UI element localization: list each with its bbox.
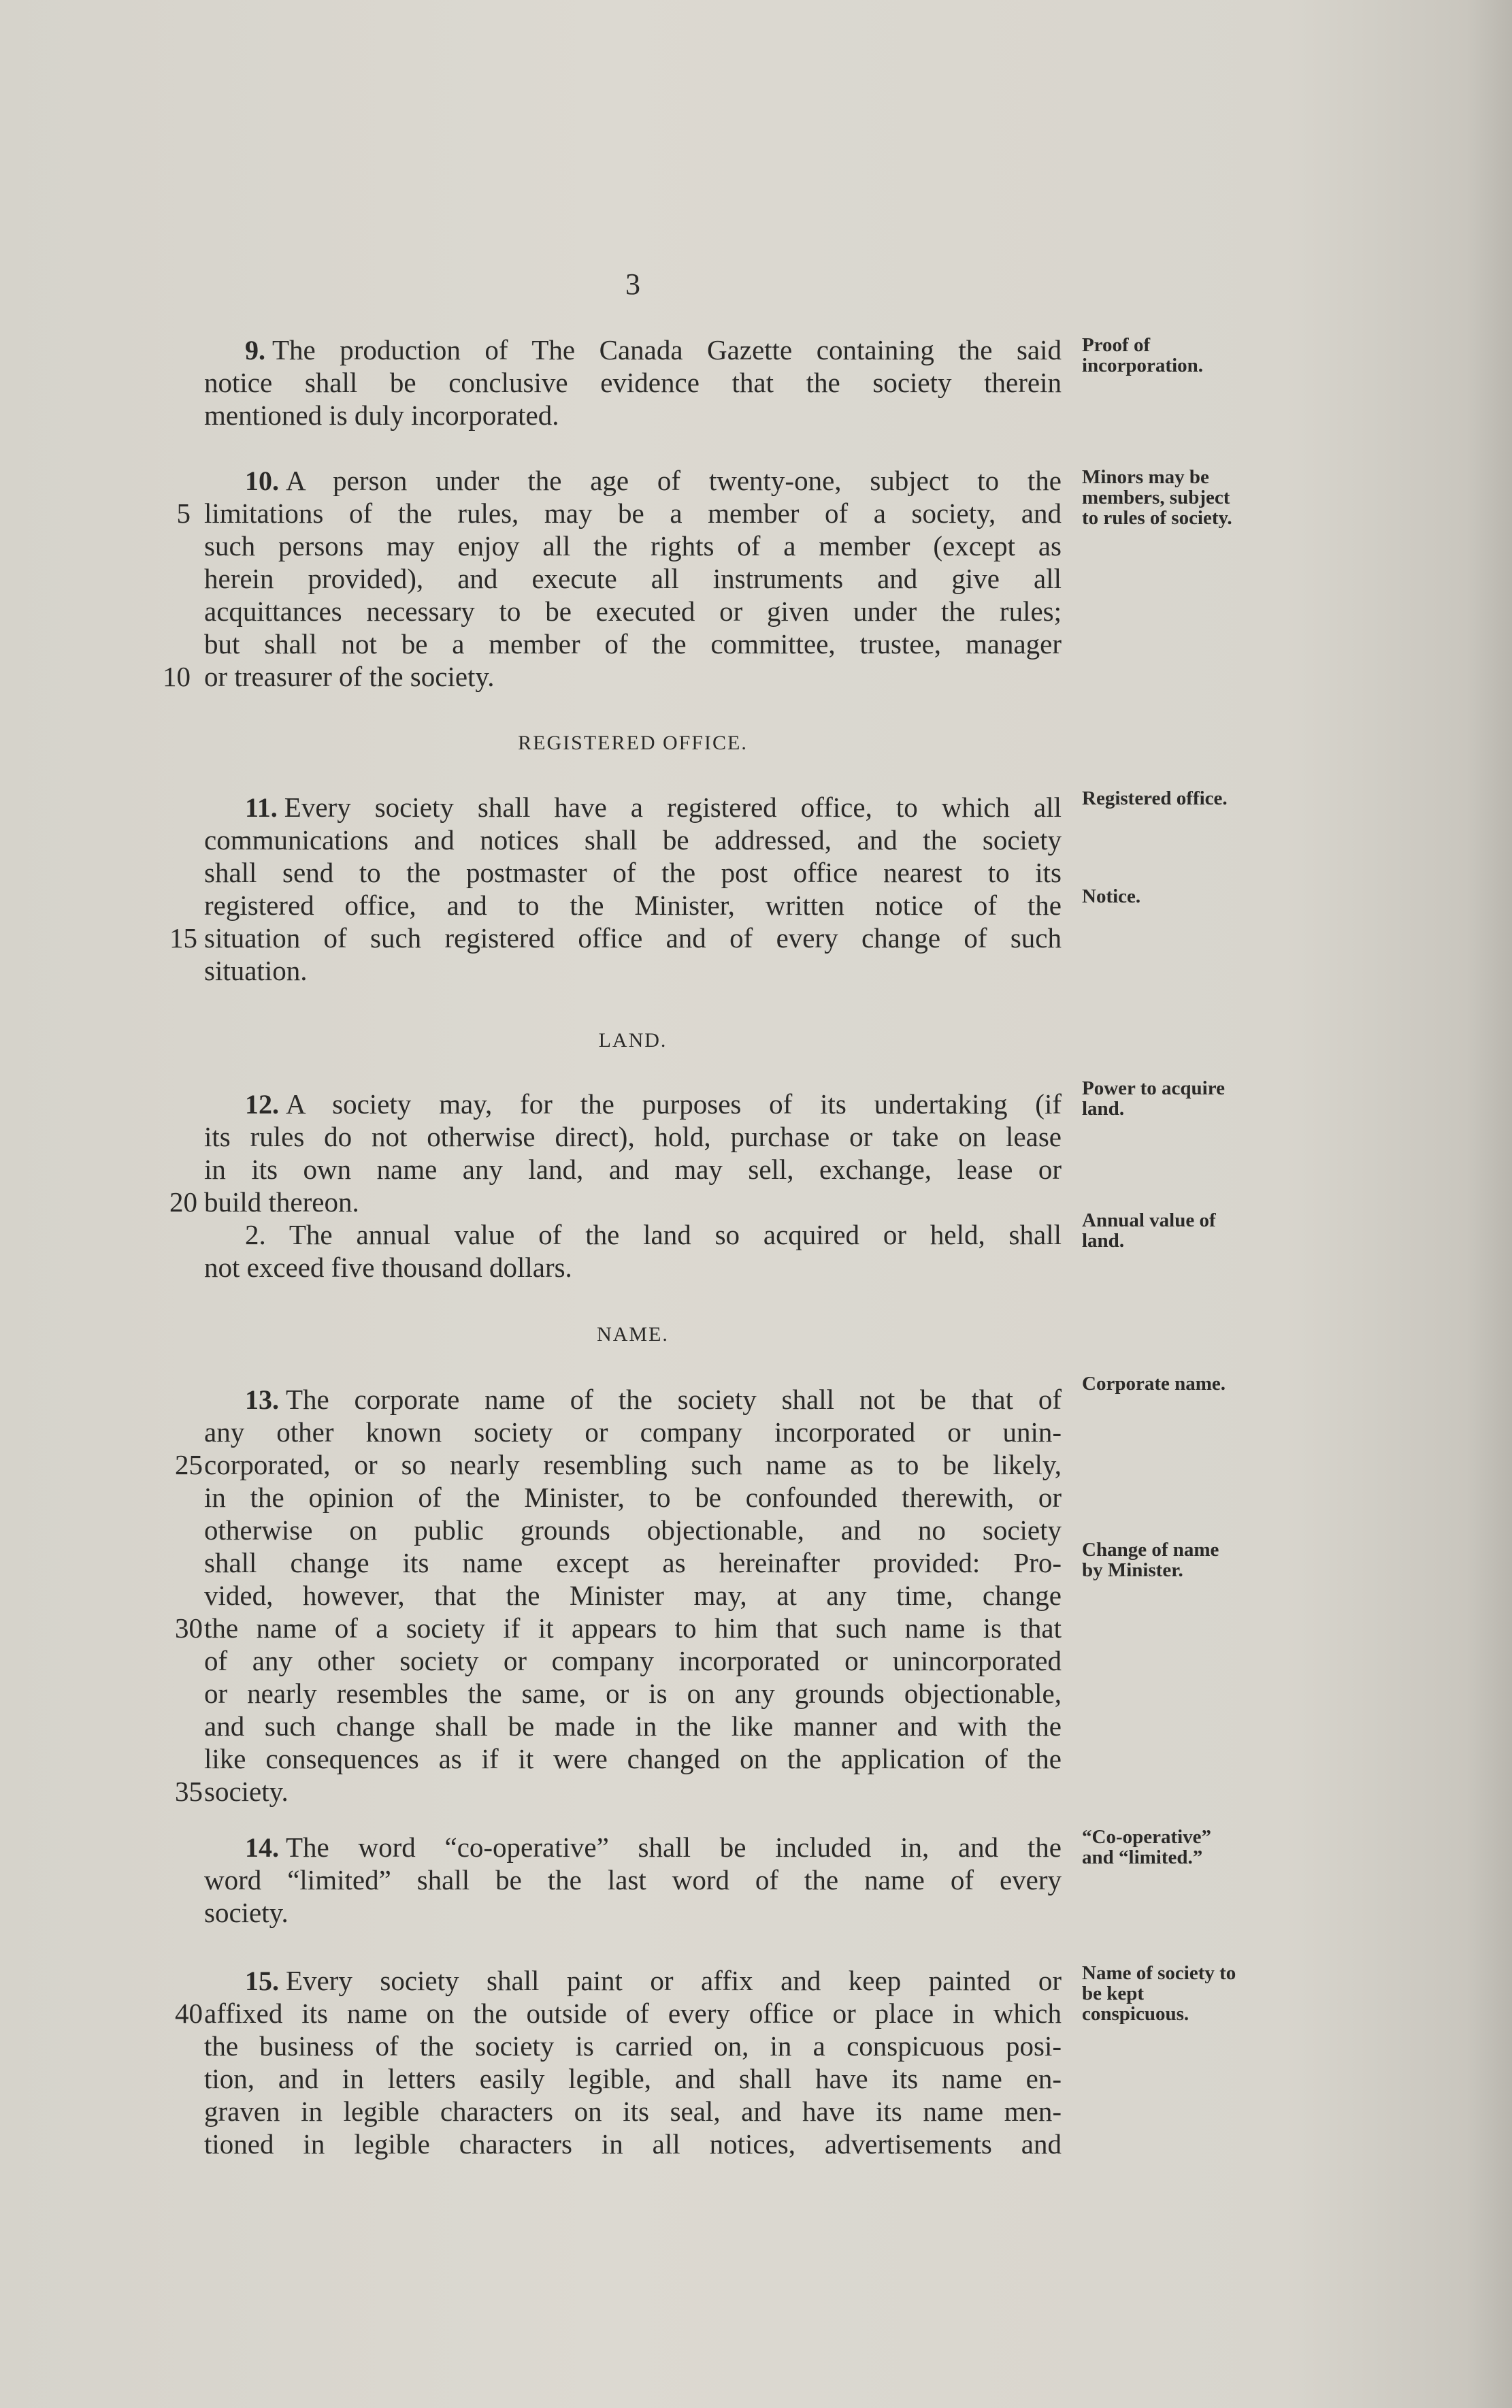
line-number: 10 bbox=[163, 661, 191, 692]
section-12: 12. A society may, for the purposes of its undertaking (if its rules do not otherwise direct), hold, purchase or take on lease in its own name any land, and may sell, exchange, lease or build thereon. 2. The annual value of the land so acquired or held, shall not exceed five thousand dollars. bbox=[204, 1088, 1062, 1283]
line-number: 35 bbox=[175, 1776, 203, 1807]
margin-note-co-operative-limited: “Co-operative” and “limited.” bbox=[1082, 1826, 1212, 1868]
margin-note-corporate-name: Corporate name. bbox=[1082, 1373, 1226, 1395]
section-number: 10. bbox=[245, 466, 279, 496]
section-9: 9. The production of The Canada Gazette containing the said notice shall be conclusive evidence that the society therein mentioned is duly incorporated. bbox=[204, 334, 1062, 431]
section-number: 15. bbox=[245, 1966, 279, 1996]
section-14: 14. The word “co-operative” shall be included in, and the word “limited” shall be the last word of the name of every society. bbox=[204, 1832, 1062, 1928]
line-number: 15 bbox=[169, 922, 197, 954]
margin-note-minors: Minors may be members, subject to rules of society. bbox=[1082, 466, 1232, 529]
section-number: 14. bbox=[245, 1832, 279, 1863]
line-number: 5 bbox=[176, 498, 191, 529]
heading-name: NAME. bbox=[597, 1323, 669, 1346]
margin-note-registered-office: Registered office. bbox=[1082, 787, 1228, 809]
section-number: 13. bbox=[245, 1384, 279, 1415]
section-11: 11. Every society shall have a registered office, to which all communications and notices shall be addressed, and the society shall send to the postmaster of the post office nearest to its registered office, and to the Minister, written notice of the situation of such registered office and of every change of such situation. bbox=[204, 792, 1062, 986]
section-number: 12. bbox=[245, 1089, 279, 1120]
section-number: 9. bbox=[245, 335, 265, 365]
margin-note-name-conspicuous: Name of society to be kept conspicuous. bbox=[1082, 1962, 1236, 2025]
heading-registered-office: REGISTERED OFFICE. bbox=[518, 732, 748, 754]
section-number: 11. bbox=[245, 792, 278, 823]
section-10: 10. A person under the age of twenty-one, subject to the limitations of the rules, may be a member of a society, and such persons may enjoy all the rights of a member (except as herein provided), and execute all instruments and give all acquittances necessary to be executed or given under the rules; but shall not be a member of the committee, trustee, manager or treasurer of the society. bbox=[204, 465, 1062, 692]
margin-note-power-to-acquire-land: Power to acquire land. bbox=[1082, 1077, 1225, 1120]
line-number: 25 bbox=[175, 1449, 203, 1480]
margin-note-change-of-name: Change of name by Minister. bbox=[1082, 1539, 1219, 1581]
line-number: 30 bbox=[175, 1612, 203, 1644]
section-15: 15. Every society shall paint or affix and keep painted or affixed its name on the outside of every office or place in which the business of the society is carried on, in a conspicuous posi- tion, and in letters easily legible, and shall have its name en- graven in legible characters on its seal, and have its name men- tioned in legible characters in all notices, advertisements and bbox=[204, 1965, 1062, 2160]
margin-note-annual-value: Annual value of land. bbox=[1082, 1209, 1216, 1252]
margin-note-proof-of-incorporation: Proof of incorporation. bbox=[1082, 334, 1204, 376]
heading-land: LAND. bbox=[598, 1029, 668, 1052]
margin-note-notice: Notice. bbox=[1082, 885, 1141, 907]
section-13: 13. The corporate name of the society shall not be that of any other known society or company incorporated or unin- corporated, or so nearly resembling such name as to be likely, in the opinion of the Minister, to be confounded therewith, or otherwise on public grounds objectionable, and no society shall change its name except as hereinafter provided: Pro- vided, however, that the Minister may, at any time, change the name of a society if it appears to him that such name is that of any other society or company incorporated or unincorporated or nearly resembles the same, or is on any grounds objectionable, and such change shall be made in the like manner and with the like consequences as if it were changed on the application of the society. bbox=[204, 1384, 1062, 1807]
page-number: 3 bbox=[625, 267, 640, 301]
line-number: 40 bbox=[175, 1998, 203, 2029]
line-number: 20 bbox=[169, 1186, 197, 1218]
